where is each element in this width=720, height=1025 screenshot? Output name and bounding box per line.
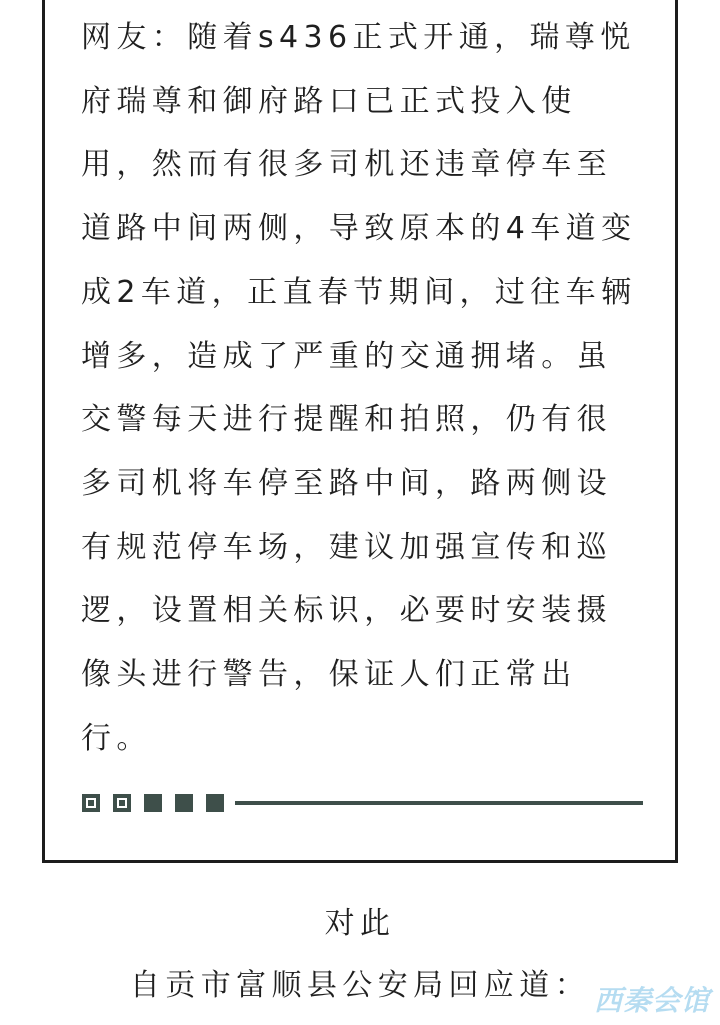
- hollow-square-icon: [82, 794, 100, 812]
- post-card: [42, 0, 678, 863]
- solid-square-icon: [144, 794, 162, 812]
- divider-line: [235, 801, 643, 805]
- post-body-text: 网友：随着s436正式开通，瑞尊悦府瑞尊和御府路口已正式投入使用，然而有很多司机还违章停车至道路中间两侧，导致原本的4车道变成2车道，正直春节期间，过往车辆增多，造成了严重的交通拥堵。虽交警每天进行提醒和拍照，仍有很多司机将车停至路中间，路两侧设有规范停车场，建议加强宣传和巡逻，设置相关标识，必要时安装摄像头进行警告，保证人们正常出行。: [81, 20, 637, 756]
- response-intro-text: 对此: [324, 906, 396, 941]
- solid-square-icon: [175, 794, 193, 812]
- decorative-divider: [82, 794, 644, 814]
- watermark-logo: 西秦会馆: [593, 984, 710, 1017]
- solid-square-icon: [206, 794, 224, 812]
- response-source-text: 自贡市富顺县公安局回应道：: [129, 968, 591, 1003]
- hollow-square-icon: [113, 794, 131, 812]
